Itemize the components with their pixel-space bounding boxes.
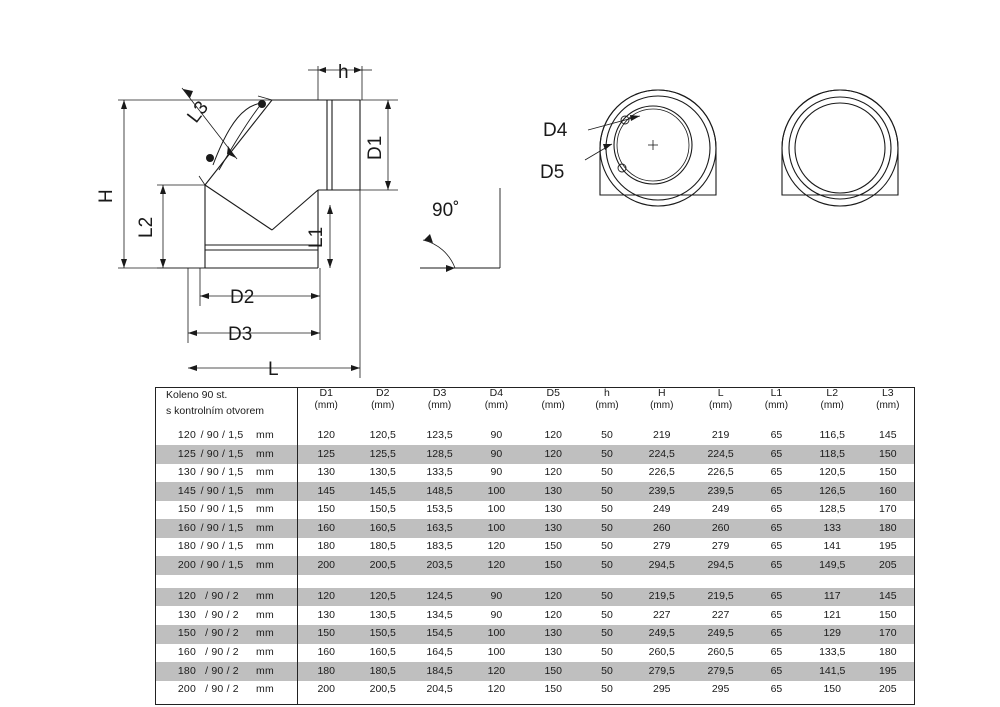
- cell-l: 226,5: [707, 466, 734, 479]
- cell-l1: 65: [770, 558, 783, 571]
- cell-l3: 170: [879, 503, 897, 516]
- cell-d2: 160,5: [369, 521, 396, 534]
- column-header-name: h: [604, 387, 610, 399]
- table-row[interactable]: [156, 681, 915, 700]
- cell-h: 279: [653, 540, 671, 553]
- column-header-unit: (mm): [708, 399, 733, 411]
- group-gap-row: [156, 575, 915, 588]
- cell-d1: 180: [317, 664, 335, 677]
- column-header-l: [691, 388, 750, 420]
- row-label: 130 / 90 / 1,5 mm: [156, 464, 298, 483]
- column-header-unit: (mm): [595, 399, 619, 411]
- cell-d2: 130,5: [369, 608, 396, 621]
- column-header-name: L2: [826, 387, 839, 399]
- cell-l1: 65: [770, 608, 783, 621]
- cell-d3: 124,5: [426, 590, 453, 603]
- cell-d2: 120,5: [369, 590, 396, 603]
- column-header-unit: (mm): [541, 399, 565, 411]
- cell-d5: 130: [544, 503, 562, 516]
- cell-d5: 130: [544, 646, 562, 659]
- cell-l2: 129: [823, 627, 841, 640]
- cell-l1: 65: [770, 627, 783, 640]
- column-header-d3: [411, 388, 468, 420]
- cell-h: 226,5: [648, 466, 675, 479]
- cell-l1: 65: [770, 521, 783, 534]
- cell-d2: 200,5: [369, 683, 396, 696]
- cell-l2: 150: [823, 683, 841, 696]
- cell-d3: 203,5: [426, 558, 453, 571]
- table-row[interactable]: [156, 588, 915, 607]
- row-label: 125 / 90 / 1,5 mm: [156, 445, 298, 464]
- cell-h: 50: [601, 608, 613, 621]
- cell-l3: 150: [879, 608, 897, 621]
- cell-d5: 150: [544, 664, 562, 677]
- spec-table-container: [155, 387, 915, 705]
- cell-h: 239,5: [648, 484, 675, 497]
- cell-h: 260,5: [648, 646, 675, 659]
- cell-l3: 180: [879, 646, 897, 659]
- cell-l: 279,5: [707, 664, 734, 677]
- spec-title-line2: s kontrolním otvorem: [166, 404, 265, 417]
- cell-d5: 130: [544, 627, 562, 640]
- spacer-row: [156, 420, 915, 427]
- column-header-d5: [525, 388, 582, 420]
- label-D1: D1: [365, 135, 386, 160]
- row-label: 150 / 90 / 1,5 mm: [156, 501, 298, 520]
- label-L1: L1: [306, 226, 327, 248]
- elbow-end-view: [782, 90, 898, 206]
- column-header-d1: [298, 388, 355, 420]
- column-header-name: D4: [489, 387, 504, 399]
- cell-d5: 150: [544, 683, 562, 696]
- cell-h: 50: [601, 590, 613, 603]
- cell-d3: 123,5: [426, 429, 453, 441]
- row-label: 120 / 90 / 2 mm: [156, 588, 298, 607]
- cell-d4: 100: [487, 521, 506, 534]
- cell-d5: 130: [544, 484, 562, 497]
- cell-l: 260: [711, 521, 730, 534]
- cell-h: 50: [601, 447, 613, 460]
- spec-table: [155, 387, 915, 705]
- label-D4: D4: [543, 120, 568, 141]
- cell-d4: 100: [487, 484, 506, 497]
- cell-d4: 120: [487, 540, 506, 553]
- column-header-d2: [354, 388, 411, 420]
- cell-l1: 65: [770, 590, 783, 603]
- elbow-front-view-with-opening: [600, 90, 716, 206]
- cell-l1: 65: [770, 503, 783, 516]
- cell-l1: 65: [770, 447, 783, 460]
- column-header-name: D5: [546, 387, 560, 399]
- table-row[interactable]: [156, 556, 915, 575]
- cell-h: 50: [601, 429, 613, 441]
- cell-l1: 65: [770, 683, 783, 696]
- cell-d2: 130,5: [369, 466, 396, 479]
- cell-l3: 195: [879, 540, 897, 553]
- cell-d3: 183,5: [426, 540, 453, 553]
- cell-d1: 160: [317, 646, 335, 659]
- cell-d1: 200: [317, 558, 335, 571]
- label-D2: D2: [230, 287, 255, 308]
- cell-l2: 141,5: [819, 664, 846, 677]
- cell-h: 50: [601, 683, 613, 696]
- cell-d1: 130: [317, 466, 335, 479]
- column-header-name: H: [657, 387, 666, 399]
- table-row[interactable]: [156, 625, 915, 644]
- label-angle: 90˚: [432, 200, 460, 221]
- cell-h: 219: [653, 429, 671, 441]
- cell-l3: 150: [879, 466, 897, 479]
- spec-table-header: [156, 388, 915, 420]
- cell-d4: 100: [487, 627, 506, 640]
- column-header-unit: (mm): [876, 399, 900, 411]
- row-label: 200 / 90 / 2 mm: [156, 681, 298, 700]
- label-L3: L3: [183, 97, 213, 128]
- column-header-unit: (mm): [314, 399, 338, 411]
- cell-l2: 118,5: [819, 447, 845, 460]
- cell-l: 249: [711, 503, 730, 516]
- column-header-h: [632, 388, 691, 420]
- cell-d1: 150: [317, 627, 335, 640]
- cell-l2: 121: [823, 608, 841, 621]
- cell-l: 295: [711, 683, 730, 696]
- cell-h: 50: [601, 646, 613, 659]
- cell-d2: 180,5: [369, 540, 396, 553]
- elbow-side-view: [205, 100, 360, 268]
- column-header-l1: [750, 388, 803, 420]
- row-label: 180 / 90 / 1,5 mm: [156, 538, 298, 557]
- cell-d3: 128,5: [426, 447, 453, 460]
- column-header-unit: (mm): [650, 399, 674, 411]
- cell-h: 224,5: [648, 447, 675, 460]
- cell-l1: 65: [770, 646, 783, 659]
- cell-l1: 65: [770, 540, 783, 553]
- cell-h: 249,5: [648, 627, 675, 640]
- cell-l: 219,5: [707, 590, 734, 603]
- cell-l2: 126,5: [819, 484, 846, 497]
- dim-D2: [200, 268, 320, 340]
- table-row[interactable]: [156, 427, 915, 446]
- cell-d3: 184,5: [426, 664, 453, 677]
- cell-d2: 125,5: [369, 447, 396, 460]
- cell-l2: 133: [823, 521, 841, 534]
- cell-h: 227: [653, 608, 671, 621]
- table-row[interactable]: [156, 482, 915, 501]
- cell-d4: 90: [490, 466, 503, 479]
- column-header-name: D2: [376, 387, 390, 399]
- cell-h: 249: [653, 503, 671, 516]
- cell-d2: 120,5: [369, 429, 396, 441]
- cell-l: 249,5: [707, 627, 734, 640]
- cell-l2: 120,5: [819, 466, 846, 479]
- label-h: h: [338, 62, 349, 83]
- row-label: 120 / 90 / 1,5 mm: [156, 427, 298, 446]
- column-header-unit: (mm): [484, 399, 509, 411]
- row-label: 180 / 90 / 2 mm: [156, 662, 298, 681]
- row-label: 150 / 90 / 2 mm: [156, 625, 298, 644]
- table-row[interactable]: [156, 464, 915, 483]
- cell-d1: 120: [317, 429, 335, 441]
- spec-table-title: [156, 388, 298, 420]
- cell-l: 294,5: [707, 558, 734, 571]
- cell-l: 260,5: [707, 646, 734, 659]
- cell-h: 219,5: [648, 590, 675, 603]
- cell-d1: 160: [317, 521, 335, 534]
- cell-h: 50: [601, 521, 613, 534]
- column-header-unit: (mm): [371, 399, 395, 411]
- cell-h: 50: [601, 558, 613, 571]
- cell-h: 50: [601, 484, 613, 497]
- cell-l3: 180: [879, 521, 897, 534]
- cell-d3: 134,5: [426, 608, 453, 621]
- cell-h: 50: [601, 664, 613, 677]
- cell-l3: 160: [879, 484, 897, 497]
- cell-l3: 205: [879, 683, 897, 696]
- cell-l1: 65: [770, 484, 783, 497]
- cell-d3: 154,5: [426, 627, 453, 640]
- cell-d5: 120: [544, 447, 562, 460]
- column-header-unit: (mm): [820, 399, 844, 411]
- table-row[interactable]: [156, 644, 915, 663]
- cell-h: 295: [653, 683, 671, 696]
- cell-d2: 200,5: [369, 558, 396, 571]
- cell-l2: 117: [823, 590, 841, 603]
- column-header-d4: [468, 388, 525, 420]
- dim-H: [118, 100, 272, 268]
- table-row[interactable]: [156, 606, 915, 625]
- cell-d1: 120: [317, 590, 335, 603]
- cell-d1: 150: [317, 503, 335, 516]
- cell-h: 50: [601, 503, 613, 516]
- cell-h: 279,5: [648, 664, 675, 677]
- dim-L2: [157, 185, 205, 268]
- label-D3: D3: [228, 324, 253, 345]
- column-header-name: L3: [881, 387, 894, 399]
- cell-l2: 133,5: [819, 646, 846, 659]
- cell-l: 227: [711, 608, 730, 621]
- label-D5: D5: [540, 162, 565, 183]
- cell-d3: 133,5: [426, 466, 453, 479]
- column-header-unit: (mm): [427, 399, 452, 411]
- column-header-name: D1: [319, 387, 333, 399]
- cell-d3: 204,5: [426, 683, 453, 696]
- cell-l3: 145: [879, 429, 897, 441]
- cell-l3: 195: [879, 664, 897, 677]
- cell-d3: 153,5: [426, 503, 453, 516]
- cell-l3: 150: [879, 447, 897, 460]
- table-row[interactable]: [156, 519, 915, 538]
- cell-l: 279: [711, 540, 730, 553]
- cell-l1: 65: [770, 466, 783, 479]
- cell-d4: 120: [487, 558, 506, 571]
- cell-l3: 205: [879, 558, 897, 571]
- cell-l1: 65: [770, 429, 783, 441]
- column-header-name: D3: [432, 387, 447, 399]
- cell-d5: 120: [544, 590, 562, 603]
- column-header-l3: [862, 388, 915, 420]
- cell-d4: 90: [490, 590, 503, 603]
- dim-L1: [327, 205, 333, 268]
- cell-l2: 116,5: [819, 429, 845, 441]
- cell-l2: 128,5: [819, 503, 846, 516]
- column-header-h: [582, 388, 633, 420]
- cell-l2: 141: [823, 540, 841, 553]
- cell-d4: 120: [487, 683, 506, 696]
- cell-d3: 164,5: [426, 646, 453, 659]
- dim-L: [188, 190, 360, 378]
- column-header-l2: [803, 388, 862, 420]
- cell-l3: 145: [879, 590, 897, 603]
- spec-table-body: [156, 388, 915, 705]
- cell-d5: 130: [544, 521, 562, 534]
- cell-l: 239,5: [707, 484, 734, 497]
- label-L2: L2: [136, 216, 157, 238]
- cell-d4: 90: [490, 447, 503, 460]
- label-L: L: [268, 359, 279, 380]
- cell-d2: 180,5: [369, 664, 396, 677]
- cell-h: 50: [601, 540, 613, 553]
- cell-d1: 145: [317, 484, 335, 497]
- cell-d3: 148,5: [426, 484, 453, 497]
- cell-d5: 150: [544, 558, 562, 571]
- table-row[interactable]: [156, 538, 915, 557]
- cell-d5: 120: [544, 466, 562, 479]
- cell-h: 50: [601, 627, 613, 640]
- cell-d4: 90: [490, 429, 503, 441]
- cell-d2: 145,5: [369, 484, 396, 497]
- spec-title-line1: Koleno 90 st.: [166, 389, 228, 401]
- cell-d4: 120: [487, 664, 506, 677]
- cell-h: 50: [601, 466, 613, 479]
- cell-l: 224,5: [707, 447, 734, 460]
- cell-d4: 100: [487, 503, 506, 516]
- cell-d4: 100: [487, 646, 506, 659]
- row-label: 160 / 90 / 2 mm: [156, 644, 298, 663]
- cell-l2: 149,5: [819, 558, 846, 571]
- row-label: 200 / 90 / 1,5 mm: [156, 556, 298, 575]
- cell-d5: 150: [544, 540, 562, 553]
- cell-d1: 180: [317, 540, 335, 553]
- cell-l3: 170: [879, 627, 897, 640]
- cell-d2: 150,5: [369, 503, 396, 516]
- cell-d5: 120: [544, 429, 562, 441]
- column-header-name: L: [717, 387, 724, 399]
- cell-d2: 160,5: [369, 646, 396, 659]
- row-label: 160 / 90 / 1,5 mm: [156, 519, 298, 538]
- row-label: 130 / 90 / 2 mm: [156, 606, 298, 625]
- cell-d2: 150,5: [369, 627, 396, 640]
- column-header-name: L1: [770, 387, 783, 399]
- table-row[interactable]: [156, 662, 915, 681]
- label-H: H: [96, 189, 117, 203]
- table-row[interactable]: [156, 445, 915, 464]
- cell-d1: 130: [317, 608, 335, 621]
- cell-d1: 200: [317, 683, 335, 696]
- cell-d4: 90: [490, 608, 503, 621]
- row-label: 145 / 90 / 1,5 mm: [156, 482, 298, 501]
- cell-h: 294,5: [648, 558, 675, 571]
- cell-h: 260: [653, 521, 671, 534]
- cell-d5: 120: [544, 608, 562, 621]
- cell-l: 219: [711, 429, 730, 441]
- cell-d3: 163,5: [426, 521, 453, 534]
- spacer-row: [156, 699, 915, 705]
- cell-l1: 65: [770, 664, 783, 677]
- cell-d1: 125: [317, 447, 335, 460]
- table-row[interactable]: [156, 501, 915, 520]
- column-header-unit: (mm): [764, 399, 789, 411]
